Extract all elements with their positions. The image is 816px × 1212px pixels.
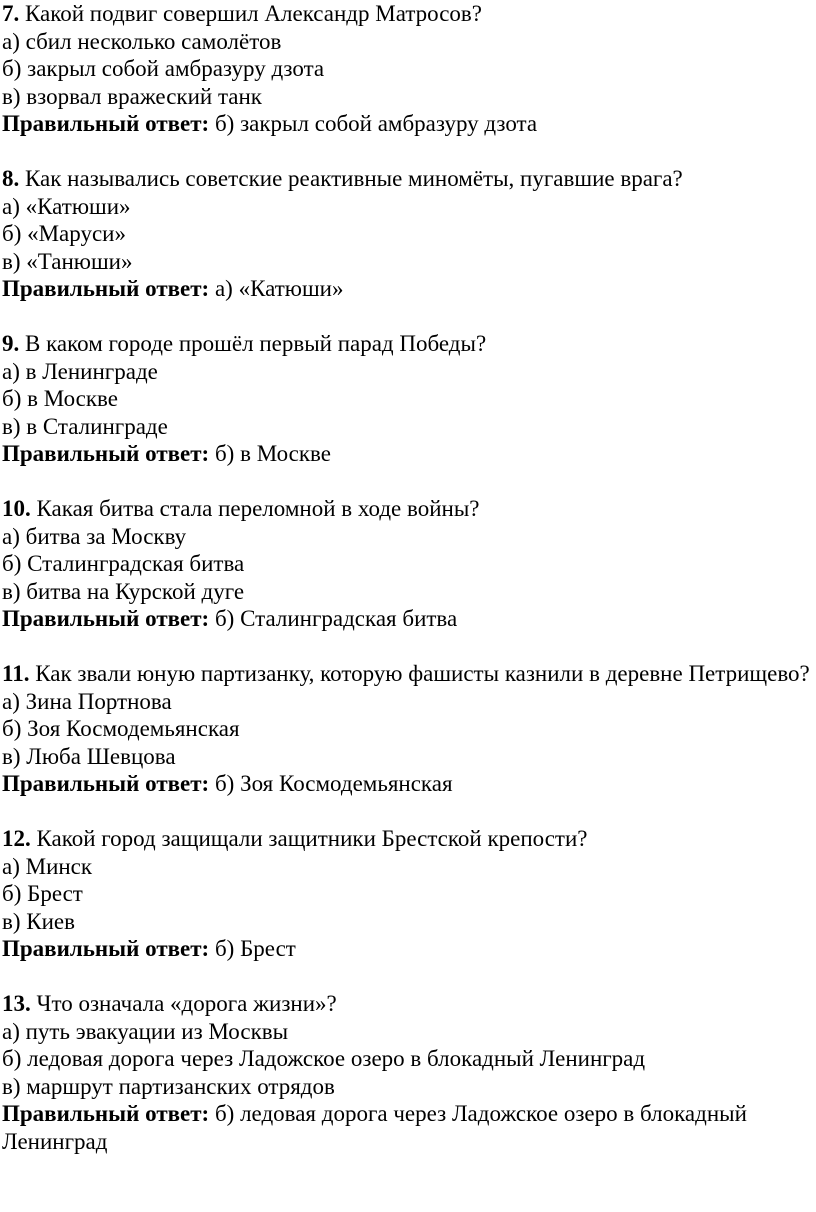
question-body: Как назывались советские реактивные миномёты, пугавшие врага? <box>25 166 683 191</box>
option-c: в) взорвал вражеский танк <box>2 83 262 109</box>
answer-text: б) закрыл собой амбразуру дзота <box>214 111 538 136</box>
question-text <box>2 165 810 193</box>
answer-label: Правильный ответ: <box>2 441 210 466</box>
question-number: 13. <box>2 991 31 1016</box>
option-b: б) «Маруси» <box>2 221 126 246</box>
question-body: Как звали юную партизанку, которую фашисты казнили в деревне Петрищево? <box>35 661 810 686</box>
option-a: а) сбил несколько самолётов <box>2 28 282 54</box>
question-body: В каком городе прошёл первый парад Победы? <box>25 331 487 356</box>
question-body: Какой город защищали защитники Брестской крепости? <box>36 826 588 851</box>
question-text <box>2 0 810 28</box>
question-body: Какой подвиг совершил Александр Матросов? <box>25 1 483 26</box>
option-c: в) в Сталинграде <box>2 413 168 439</box>
option-c: в) «Танюши» <box>2 248 133 274</box>
answer-text: б) ледовая дорога через Ладожское озеро в блокадный Ленинград <box>2 1101 747 1154</box>
option-b: б) закрыл собой амбразуру дзота <box>2 56 325 81</box>
question-7 <box>2 0 810 138</box>
question-10 <box>2 495 810 633</box>
question-9 <box>2 330 810 468</box>
option-a: а) путь эвакуации из Москвы <box>2 1018 289 1044</box>
answer-text: а) «Катюши» <box>214 276 344 301</box>
question-number: 9. <box>2 331 20 356</box>
correct-answer <box>2 275 810 303</box>
option-b: б) ледовая дорога через Ладожское озеро в блокадный Ленинград <box>2 1046 646 1071</box>
question-11 <box>2 660 810 798</box>
option-c: в) битва на Курской дуге <box>2 578 245 604</box>
question-text <box>2 990 810 1018</box>
answer-label: Правильный ответ: <box>2 771 210 796</box>
answer-label: Правильный ответ: <box>2 276 210 301</box>
question-body: Что означала «дорога жизни»? <box>36 991 337 1016</box>
question-8 <box>2 165 810 303</box>
option-a: а) в Ленинграде <box>2 358 158 384</box>
option-b: б) Брест <box>2 881 83 906</box>
answer-text: б) Зоя Космодемьянская <box>214 771 453 796</box>
quiz-document <box>2 0 810 1183</box>
answer-text: б) Сталинградская битва <box>214 606 458 631</box>
question-text <box>2 330 810 358</box>
correct-answer <box>2 440 810 468</box>
question-text <box>2 495 810 523</box>
correct-answer <box>2 110 810 138</box>
correct-answer <box>2 770 810 798</box>
correct-answer <box>2 1100 810 1155</box>
question-body: Какая битва стала переломной в ходе войны? <box>36 496 480 521</box>
option-b: б) Зоя Космодемьянская <box>2 716 240 741</box>
question-13 <box>2 990 810 1155</box>
answer-label: Правильный ответ: <box>2 111 210 136</box>
correct-answer <box>2 935 810 963</box>
option-a: а) Зина Портнова <box>2 688 172 714</box>
question-number: 7. <box>2 1 20 26</box>
question-text <box>2 660 810 688</box>
answer-label: Правильный ответ: <box>2 1101 210 1126</box>
option-b: б) в Москве <box>2 386 118 411</box>
option-a: а) Минск <box>2 853 93 879</box>
option-b: б) Сталинградская битва <box>2 551 245 576</box>
option-c: в) Люба Шевцова <box>2 743 176 769</box>
answer-text: б) в Москве <box>214 441 331 466</box>
option-a: а) битва за Москву <box>2 523 187 549</box>
correct-answer <box>2 605 810 633</box>
answer-label: Правильный ответ: <box>2 936 210 961</box>
question-text <box>2 825 810 853</box>
question-12 <box>2 825 810 963</box>
question-number: 12. <box>2 826 31 851</box>
question-number: 8. <box>2 166 20 191</box>
answer-label: Правильный ответ: <box>2 606 210 631</box>
answer-text: б) Брест <box>214 936 296 961</box>
question-number: 10. <box>2 496 31 521</box>
option-c: в) Киев <box>2 908 75 934</box>
question-number: 11. <box>2 661 30 686</box>
option-a: а) «Катюши» <box>2 193 131 219</box>
option-c: в) маршрут партизанских отрядов <box>2 1073 335 1099</box>
